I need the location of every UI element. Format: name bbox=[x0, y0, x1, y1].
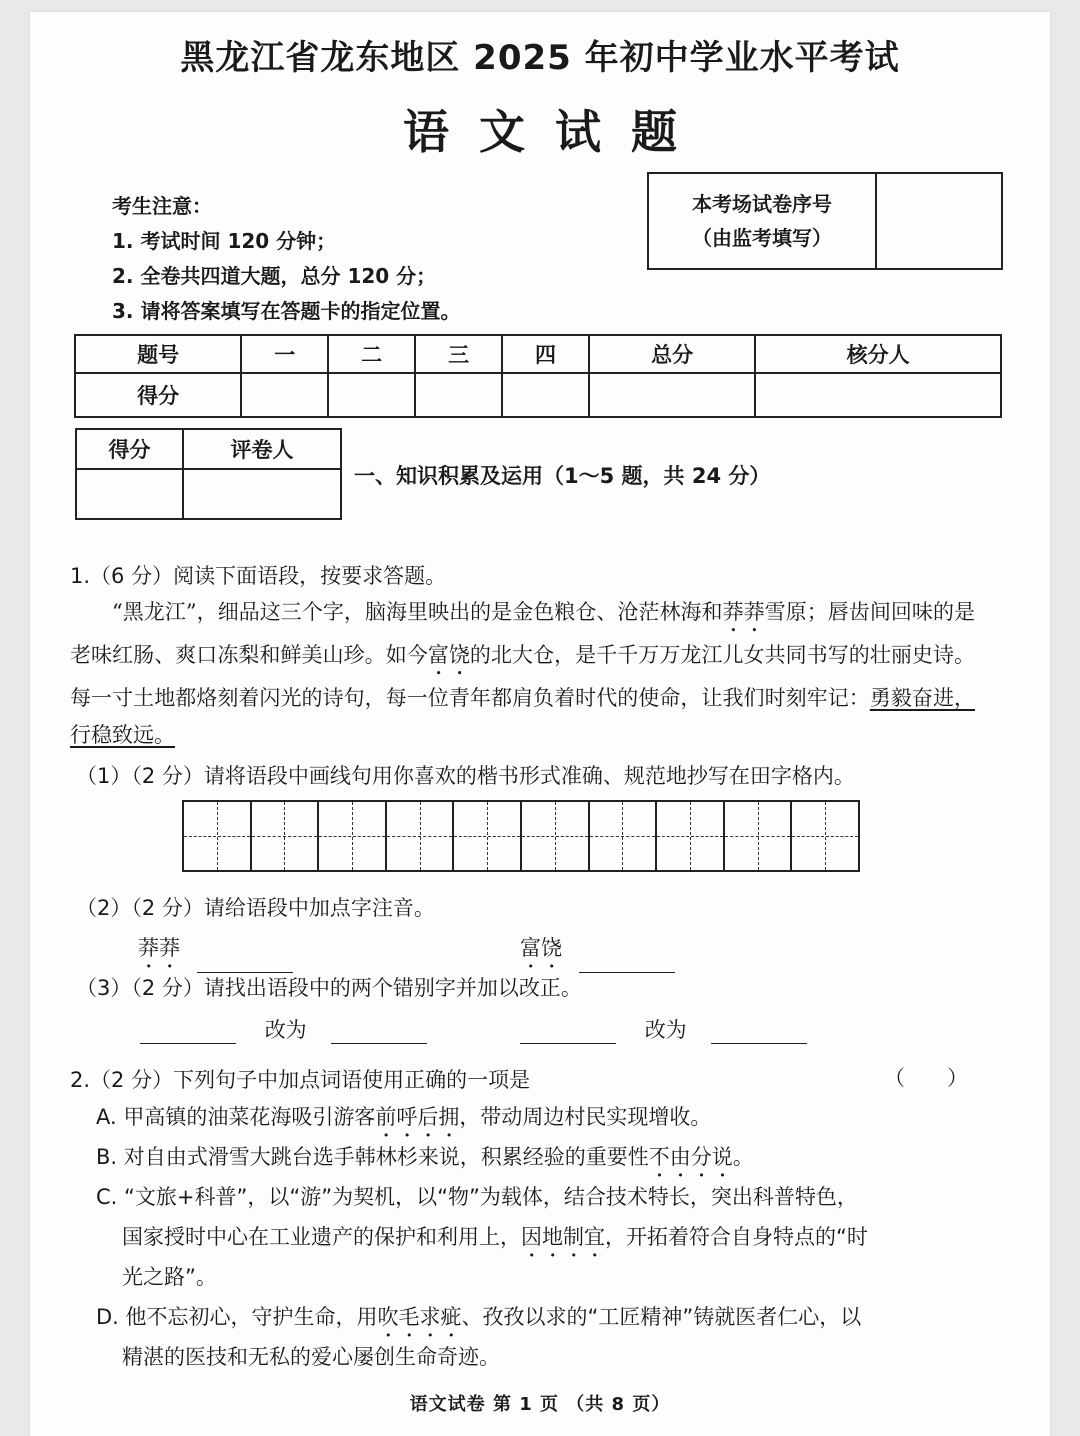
score-header-cell: 总分 bbox=[589, 335, 755, 373]
correct-char-blank-1[interactable] bbox=[331, 1021, 427, 1044]
page-footer: 语文试卷 第 1 页 （共 8 页） bbox=[409, 1394, 671, 1415]
passage-text: 的北大仓，是千千万万龙江儿女共同书写的壮丽史诗。每一寸土地都烙刻着闪光的诗句，每一位青年都肩负着时代的使命，让我们时刻牢记： bbox=[70, 643, 976, 710]
q2-answer-paren[interactable]: （ ） bbox=[884, 1066, 968, 1090]
q1-passage bbox=[70, 594, 975, 754]
exam-title: 黑龙江省龙东地区 2025 年初中学业水平考试 bbox=[180, 38, 900, 78]
tianzige-grid[interactable] bbox=[182, 800, 860, 872]
pinyin-blank-2[interactable] bbox=[579, 950, 675, 973]
score-cell[interactable] bbox=[589, 373, 755, 417]
score-cell[interactable] bbox=[241, 373, 328, 417]
wrong-char-blank-2[interactable] bbox=[520, 1021, 616, 1044]
tianzige-cell[interactable] bbox=[319, 802, 387, 870]
tianzige-cell[interactable] bbox=[792, 802, 858, 870]
q2-option-c-line1[interactable]: C. “文旅+科普”，以“游”为契机，以“物”为载体，结合技术特长，突出科普特色， bbox=[96, 1185, 858, 1209]
score-header-cell: 三 bbox=[415, 335, 502, 373]
grader-header-row bbox=[76, 429, 341, 469]
tianzige-cell[interactable] bbox=[590, 802, 658, 870]
serial-label-line2: （由监考填写） bbox=[692, 226, 832, 250]
tianzige-cell[interactable] bbox=[725, 802, 793, 870]
option-a-dotted: 前呼后拥 bbox=[375, 1105, 460, 1129]
serial-label-line1: 本考场试卷序号 bbox=[692, 192, 832, 216]
wrong-char-blank-1[interactable] bbox=[140, 1021, 236, 1044]
score-header-cell: 核分人 bbox=[755, 335, 1001, 373]
tianzige-cell[interactable] bbox=[387, 802, 455, 870]
tianzige-cell[interactable] bbox=[454, 802, 522, 870]
q2-option-c-line3: 光之路”。 bbox=[122, 1265, 217, 1289]
pinyin-word-1: 莽莽 bbox=[138, 936, 180, 960]
q1-sub2: （2）（2 分）请给语段中加点字注音。 bbox=[76, 896, 435, 920]
change-to-label-1: 改为 bbox=[264, 1018, 307, 1042]
q2-option-c-line2 bbox=[122, 1217, 868, 1262]
option-c-text: 国家授时中心在工业遗产的保护和利用上， bbox=[122, 1225, 521, 1249]
dotted-word-2: 富饶 bbox=[427, 643, 470, 667]
q2-option-d-line1[interactable] bbox=[96, 1297, 861, 1342]
correction-row-2 bbox=[520, 1014, 807, 1044]
tianzige-cell[interactable] bbox=[522, 802, 590, 870]
grader-header-score: 得分 bbox=[76, 429, 183, 469]
passage-text: 雪原；唇齿间回味的是老味红肠、爽口冻梨和鲜美山珍。如今 bbox=[70, 600, 975, 667]
serial-label bbox=[649, 174, 877, 268]
option-d-dotted: 吹毛求疵 bbox=[377, 1305, 462, 1329]
pinyin-item-2 bbox=[520, 932, 675, 973]
notice-item-2: 2. 全卷共四道大题，总分 120 分； bbox=[112, 264, 437, 288]
passage-text: “黑龙江”，细品这三个字，脑海里映出的是金色粮仓、沧茫林海和 bbox=[112, 600, 723, 624]
notice-item-1: 1. 考试时间 120 分钟； bbox=[112, 229, 337, 253]
tianzige-cell[interactable] bbox=[657, 802, 725, 870]
option-c-text-end: ，开拓着符合自身特点的“时 bbox=[605, 1225, 868, 1249]
exam-subtitle: 语文试题 bbox=[403, 105, 707, 159]
score-table-score-row bbox=[75, 373, 1001, 417]
option-b-text: B. 对自由式滑雪大跳台选手韩林杉来说，积累经验的重要性 bbox=[96, 1145, 649, 1169]
option-a-text-end: ，带动周边村民实现增收。 bbox=[459, 1105, 712, 1129]
pinyin-blank-1[interactable] bbox=[197, 950, 293, 973]
grader-input-row bbox=[76, 469, 341, 519]
correct-char-blank-2[interactable] bbox=[711, 1021, 807, 1044]
grader-table bbox=[75, 428, 342, 520]
serial-number-box bbox=[647, 172, 1003, 270]
option-d-text: D. 他不忘初心，守护生命，用 bbox=[96, 1305, 378, 1329]
score-header-cell: 一 bbox=[241, 335, 328, 373]
serial-value-field[interactable] bbox=[877, 174, 1001, 268]
score-cell[interactable] bbox=[502, 373, 589, 417]
notice-item-3: 3. 请将答案填写在答题卡的指定位置。 bbox=[112, 299, 461, 323]
score-row-label: 得分 bbox=[75, 373, 241, 417]
score-header-cell: 四 bbox=[502, 335, 589, 373]
correction-row-1 bbox=[140, 1014, 427, 1044]
q2-option-a[interactable] bbox=[96, 1097, 711, 1142]
dotted-word-1: 莽莽 bbox=[722, 600, 765, 624]
q1-sub3: （3）（2 分）请找出语段中的两个错别字并加以改正。 bbox=[76, 976, 582, 1000]
grader-reviewer-cell[interactable] bbox=[183, 469, 341, 519]
q1-stem: 1.（6 分）阅读下面语段，按要求答题。 bbox=[70, 564, 447, 588]
option-b-text-end: 。 bbox=[732, 1145, 754, 1169]
score-table-header-row bbox=[75, 335, 1001, 373]
section-1-title: 一、知识积累及运用（1～5 题，共 24 分） bbox=[354, 464, 771, 488]
change-to-label-2: 改为 bbox=[644, 1018, 687, 1042]
q2-stem: 2.（2 分）下列句子中加点词语使用正确的一项是 bbox=[70, 1068, 531, 1092]
score-header-cell: 二 bbox=[328, 335, 415, 373]
tianzige-cell[interactable] bbox=[184, 802, 252, 870]
pinyin-word-2: 富饶 bbox=[520, 936, 562, 960]
score-cell[interactable] bbox=[755, 373, 1001, 417]
underlined-sentence: 勇毅奋进，行稳致远。 bbox=[70, 686, 976, 747]
option-c-dotted: 因地制宜 bbox=[521, 1225, 605, 1249]
option-d-text-end: 、孜孜以求的“工匠精神”铸就医者仁心，以 bbox=[461, 1305, 862, 1329]
q2-option-d-line2: 精湛的医技和无私的爱心屡创生命奇迹。 bbox=[122, 1345, 500, 1369]
score-cell[interactable] bbox=[415, 373, 502, 417]
option-b-dotted: 不由分说 bbox=[648, 1145, 733, 1169]
q1-sub1: （1）（2 分）请将语段中画线句用你喜欢的楷书形式准确、规范地抄写在田字格内。 bbox=[76, 764, 855, 788]
q2-option-b[interactable] bbox=[96, 1137, 754, 1182]
pinyin-item-1 bbox=[138, 932, 293, 973]
notice-heading: 考生注意： bbox=[112, 194, 212, 218]
option-a-text: A. 甲高镇的油菜花海吸引游客 bbox=[96, 1105, 376, 1129]
score-header-cell: 题号 bbox=[75, 335, 241, 373]
grader-header-reviewer: 评卷人 bbox=[183, 429, 341, 469]
score-table bbox=[74, 334, 1002, 418]
score-cell[interactable] bbox=[328, 373, 415, 417]
grader-score-cell[interactable] bbox=[76, 469, 183, 519]
tianzige-cell[interactable] bbox=[252, 802, 320, 870]
